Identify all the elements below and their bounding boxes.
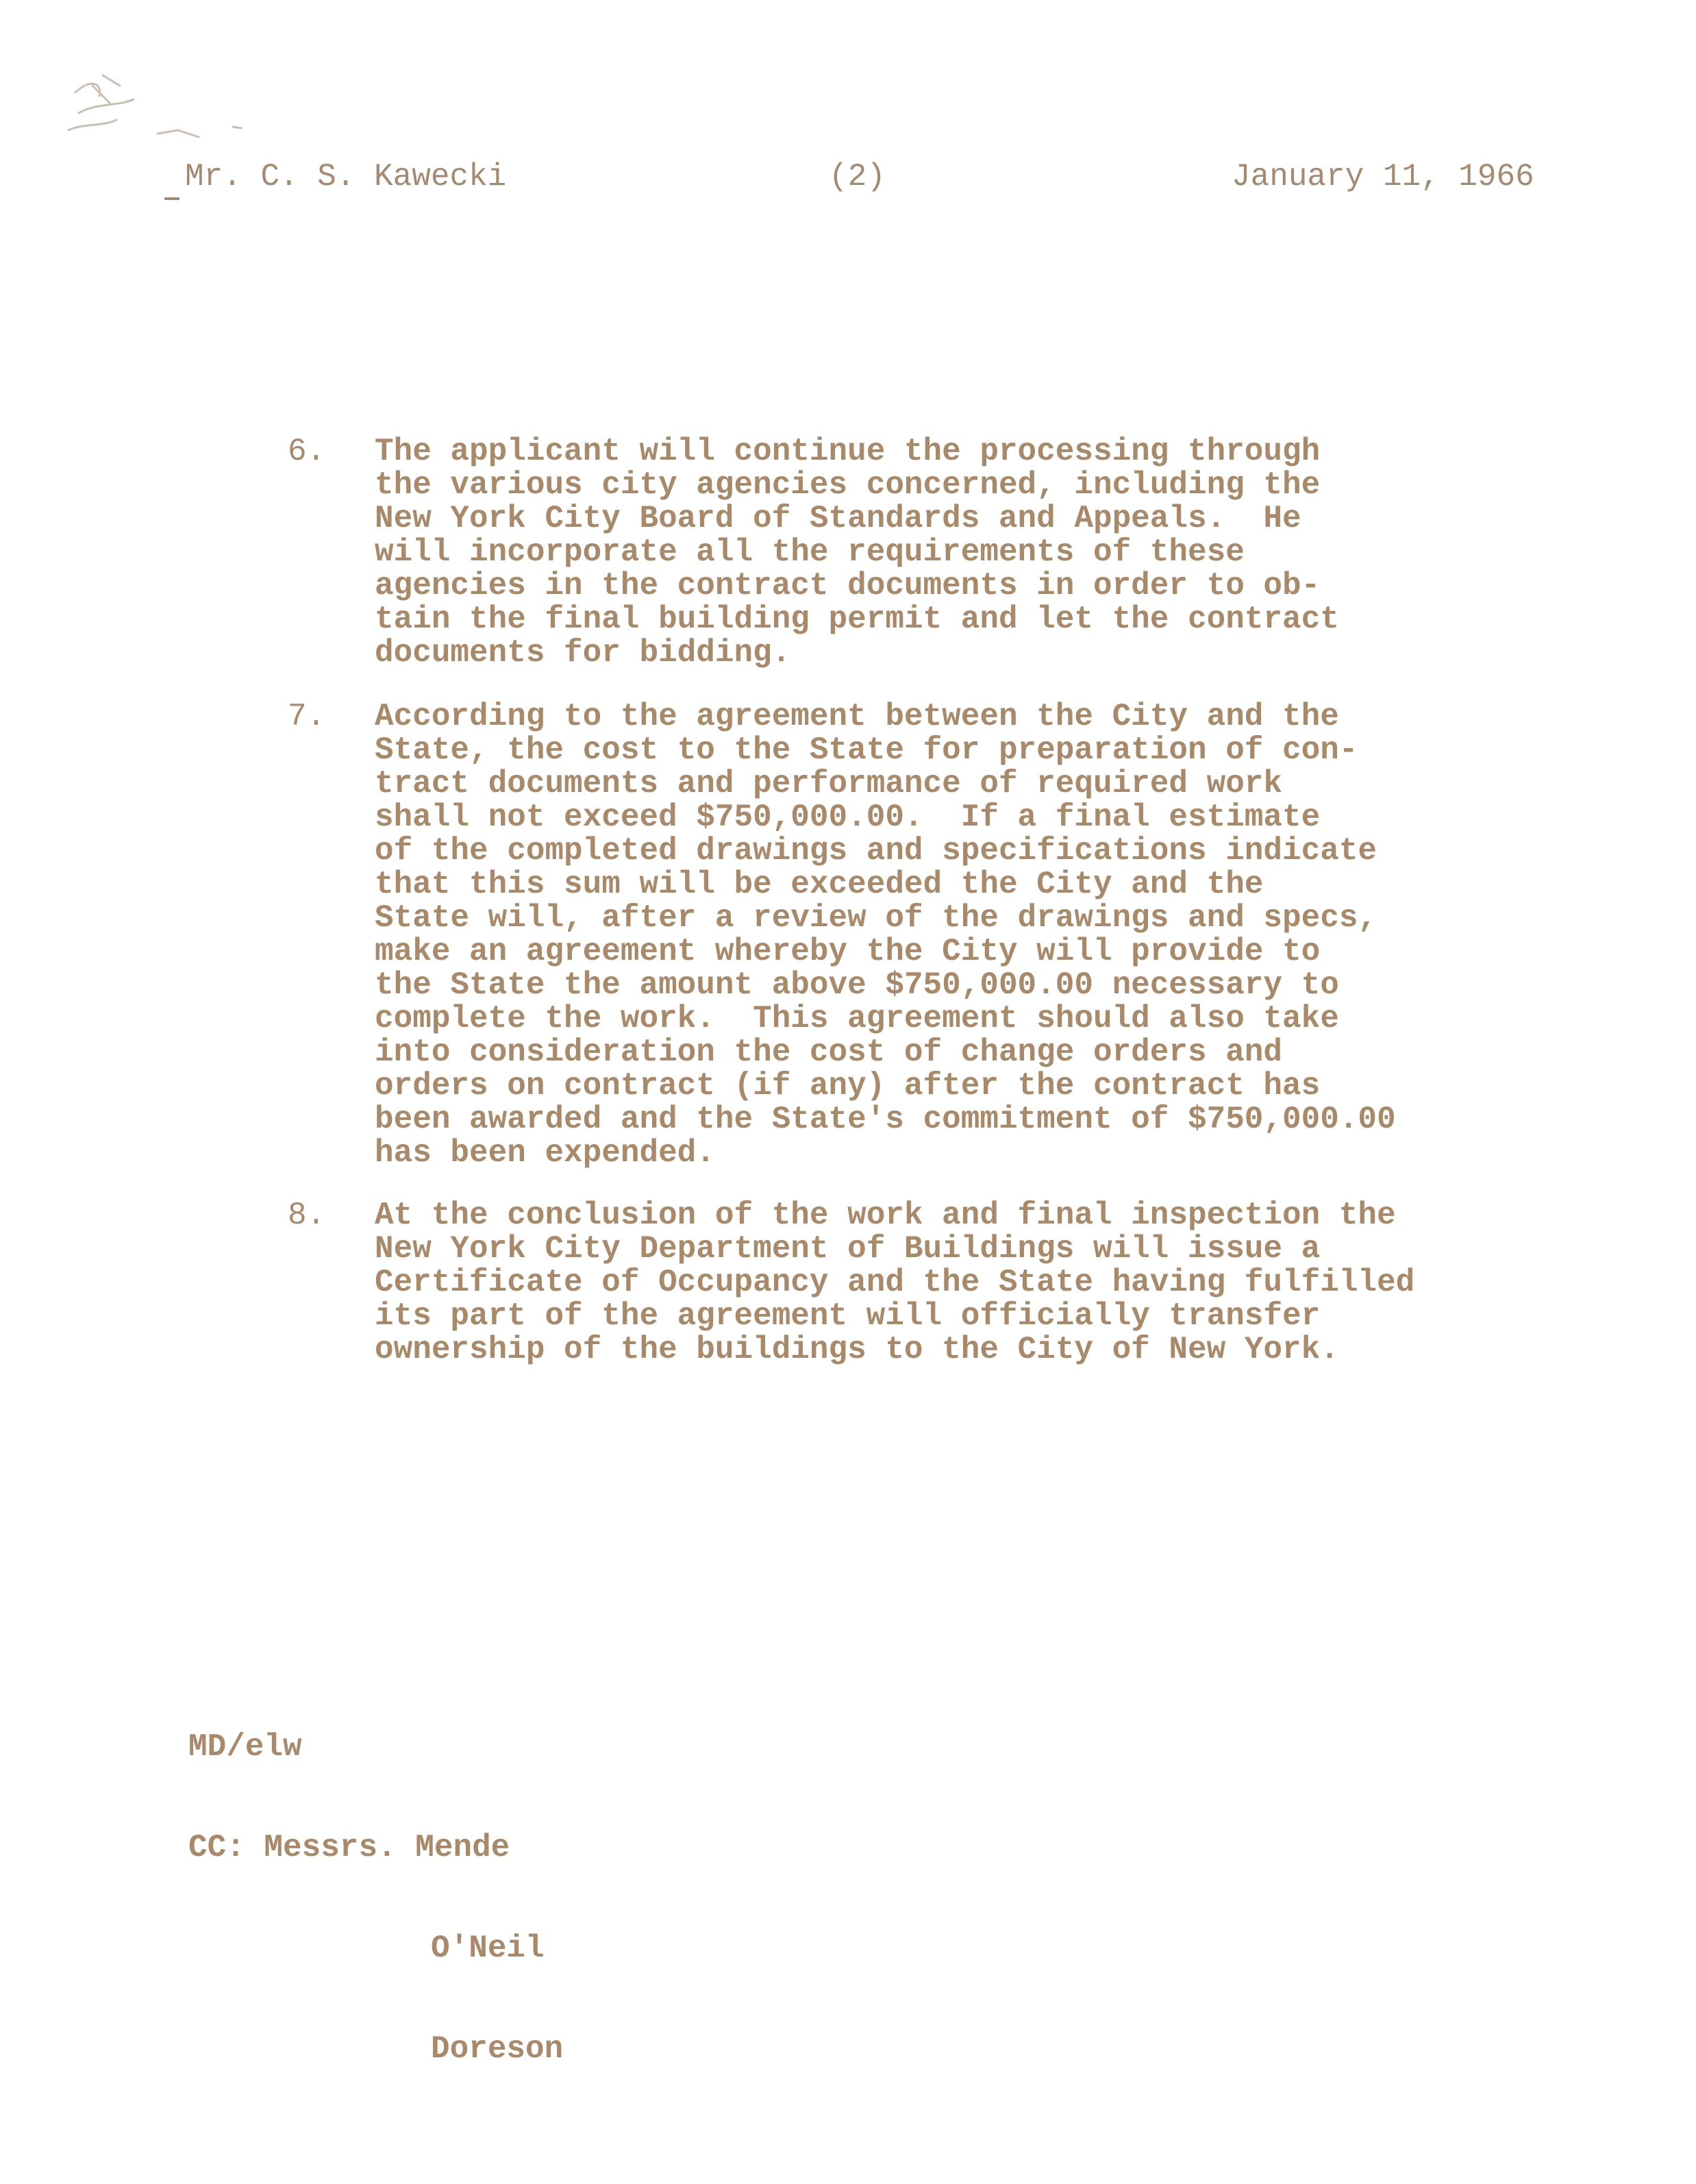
page-number: (2) [829,159,886,195]
item-number: 8. [288,1198,326,1233]
text-line: agencies in the contract documents in order to ob- [375,568,1321,604]
text-line: State, the cost to the State for preparation of con- [375,732,1358,768]
letter-footer [188,1663,563,2133]
text-line: Certificate of Occupancy and the State having fulfilled [375,1265,1415,1300]
cc-name: O'Neil [431,1931,545,1966]
text-line: make an agreement whereby the City will provide to [375,934,1321,969]
text-line: been awarded and the State's commitment of $750,000.00 [375,1102,1396,1137]
text-line: into consideration the cost of change orders and [375,1034,1283,1070]
item-number: 6. [288,434,326,469]
text-line: complete the work. This agreement should also take [375,1001,1339,1037]
text-line: shall not exceed $750,000.00. If a final estimate [375,799,1321,835]
handwritten-mark [62,65,267,168]
cc-name: Doreson [431,2031,564,2067]
item-text [375,700,1484,1170]
text-line: New York City Department of Buildings will issue a [375,1231,1321,1267]
text-line: that this sum will be exceeded the City and the [375,867,1264,902]
text-line: tain the final building permit and let the contract [375,601,1339,637]
text-line: According to the agreement between the City and the [375,699,1339,734]
text-line: will incorporate all the requirements of these [375,534,1245,570]
text-line: orders on contract (if any) after the contract has [375,1068,1321,1104]
text-line: State will, after a review of the drawings and specs, [375,900,1377,936]
cc-name: Mende [415,1830,510,1865]
text-line: its part of the agreement will officially transfer [375,1298,1321,1334]
text-line: has been expended. [375,1135,715,1171]
text-line: the State the amount above $750,000.00 necessary to [375,967,1339,1003]
text-line: tract documents and performance of required work [375,766,1283,802]
item-number: 7. [288,699,326,734]
cc-row [188,1831,563,1865]
letter-date: January 11, 1966 [1232,159,1534,195]
text-line: documents for bidding. [375,635,791,671]
item-text [375,1199,1484,1367]
item-text [375,435,1484,670]
text-line: At the conclusion of the work and final inspection the [375,1198,1396,1233]
recipient-name: Mr. C. S. Kawecki [185,159,507,195]
header-dash [164,197,179,200]
typist-initials: MD/elw [188,1729,302,1765]
text-line: ownership of the buildings to the City of New York. [375,1332,1339,1367]
text-line: New York City Board of Standards and Appeals. He [375,501,1301,536]
text-line: The applicant will continue the processing through [375,434,1321,469]
text-line: of the completed drawings and specifications indicate [375,833,1377,869]
text-line: the various city agencies concerned, including the [375,467,1321,503]
cc-label: CC: Messrs. [188,1830,397,1865]
